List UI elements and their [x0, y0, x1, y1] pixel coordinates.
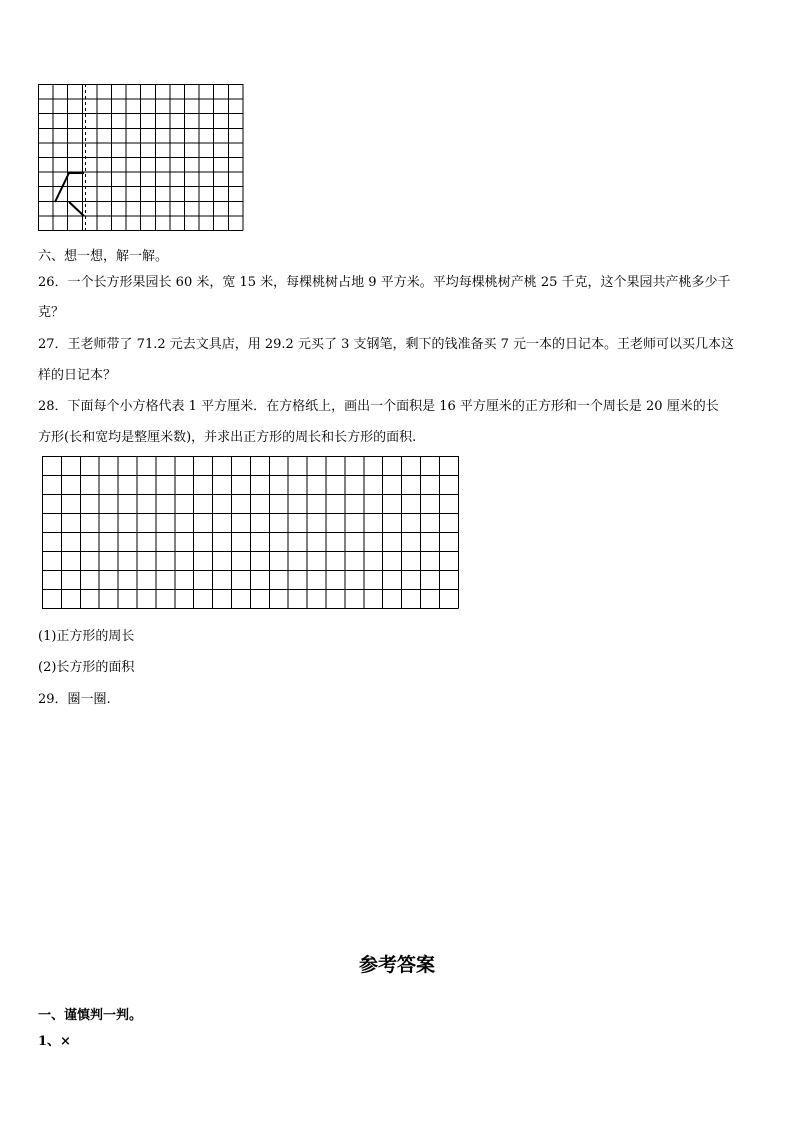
answers-section1-heading: 一、谨慎判一判。 [38, 1008, 143, 1023]
question-28-line2: 方形(长和宽均是整厘米数)，并求出正方形的周长和长方形的面积. [38, 430, 417, 445]
question-28-line1: 28．下面每个小方格代表 1 平方厘米．在方格纸上，画出一个面积是 16 平方厘米的正方形和一个周长是 20 厘米的长 [38, 399, 719, 414]
question-27-line2: 样的日记本？ [38, 368, 117, 383]
partial-figure [55, 173, 84, 202]
answer-1: 1、× [38, 1034, 71, 1049]
section6-heading: 六、想一想，解一解。 [38, 249, 169, 264]
partial-figure-lower [69, 202, 84, 216]
question-29: 29．圈一圈. [38, 692, 111, 707]
question-27-line1: 27．王老师带了 71.2 元去文具店，用 29.2 元买了 3 支钢笔，剩下的钱准备买 7 元一本的日记本。王老师可以买几本这 [38, 337, 735, 352]
square-grid-paper [42, 456, 460, 610]
answers-title: 参考答案 [358, 954, 435, 976]
symmetry-grid [38, 84, 244, 232]
question-28-sub2: (2)长方形的面积 [38, 660, 135, 675]
question-26-line2: 克？ [38, 305, 65, 320]
question-28-sub1: (1)正方形的周长 [38, 629, 135, 644]
question-26-line1: 26．一个长方形果园长 60 米，宽 15 米，每棵桃树占地 9 平方米。平均每棵桃树产桃 25 千克，这个果园共产桃多少千 [38, 275, 731, 290]
